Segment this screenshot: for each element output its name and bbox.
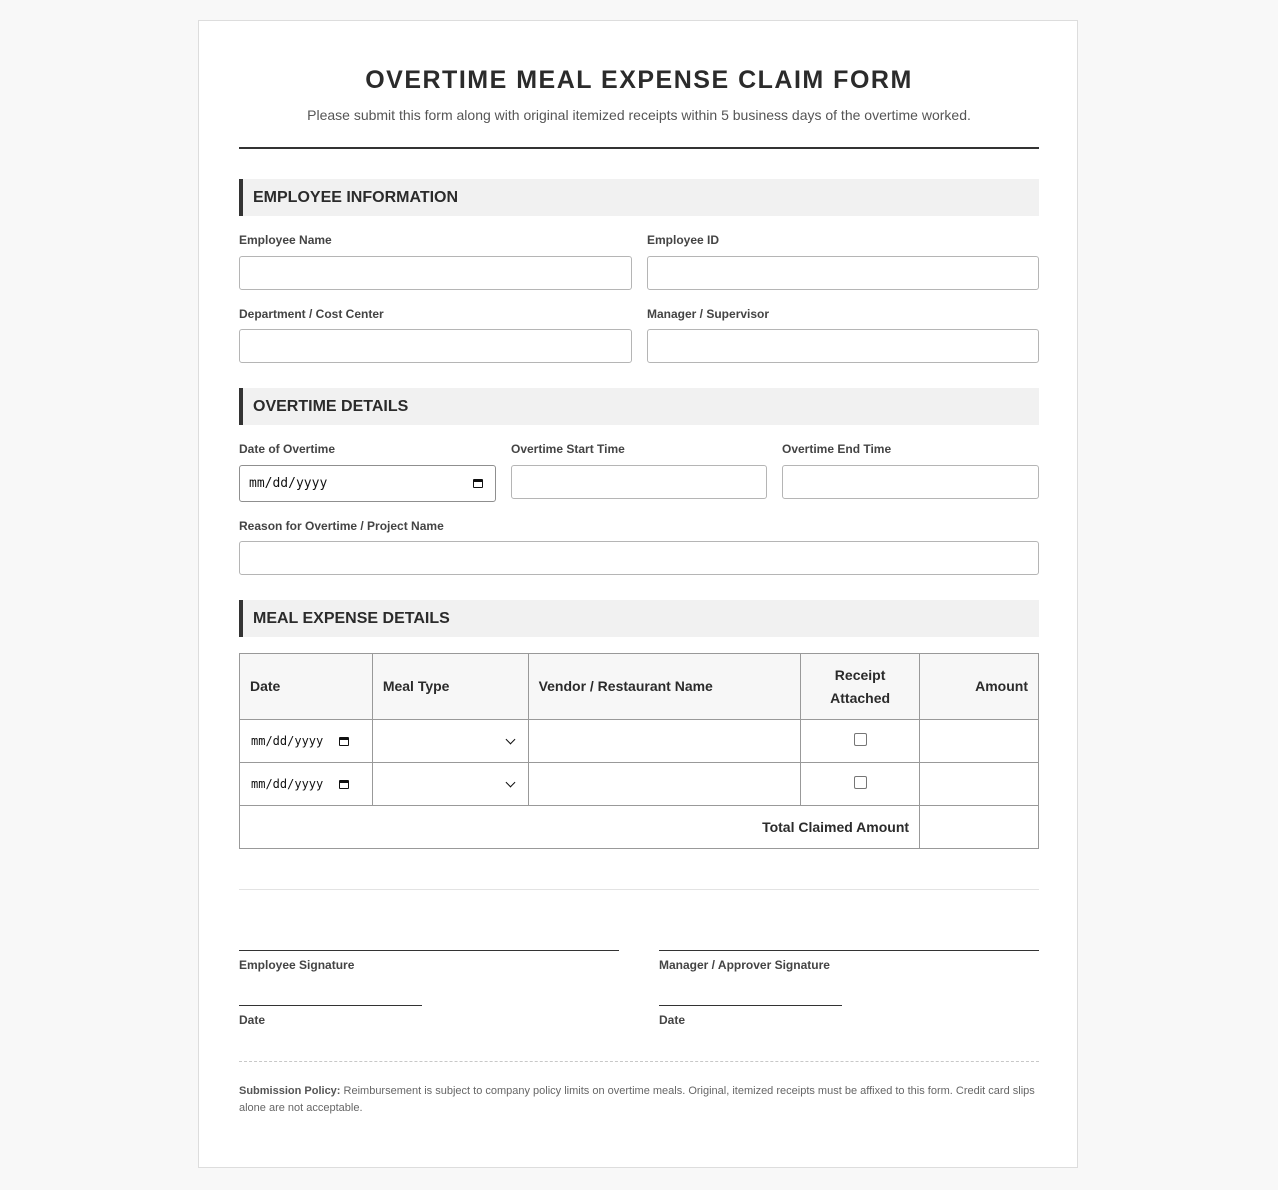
- row-2-receipt-cell: [801, 763, 920, 806]
- overtime-date-label: Date of Overtime: [239, 442, 336, 456]
- form-page: [198, 20, 1078, 1168]
- policy-divider: [239, 1061, 1039, 1062]
- row-1-amount-input[interactable]: [920, 720, 1039, 763]
- row-1-date-placeholder: mm/dd/yyyy: [251, 734, 324, 748]
- manager-date-line[interactable]: [659, 1005, 842, 1006]
- total-claimed-label: Total Claimed Amount: [240, 806, 920, 849]
- employee-name-input[interactable]: [239, 256, 632, 290]
- chevron-down-icon: [505, 735, 515, 745]
- employee-signature-line[interactable]: [239, 950, 619, 951]
- column-header-date: Date: [240, 654, 373, 720]
- form-title: OVERTIME MEAL EXPENSE CLAIM FORM: [365, 66, 913, 94]
- column-header-vendor: Vendor / Restaurant Name: [528, 654, 801, 720]
- overtime-reason-input[interactable]: [239, 541, 1039, 575]
- employee-name-label: Employee Name: [239, 233, 332, 247]
- department-label: Department / Cost Center: [239, 307, 384, 321]
- column-header-receipt: [801, 654, 920, 720]
- row-2-vendor-input[interactable]: [528, 763, 801, 806]
- meal-expense-table: [239, 653, 1039, 849]
- employee-signature-label: Employee Signature: [239, 958, 355, 972]
- section-meal-expense-details: MEAL EXPENSE DETAILS: [239, 600, 1039, 637]
- employee-date-line[interactable]: [239, 1005, 422, 1006]
- row-1-receipt-checkbox[interactable]: [854, 733, 867, 746]
- row-1-vendor-input[interactable]: [528, 720, 801, 763]
- overtime-end-label: Overtime End Time: [782, 442, 892, 456]
- overtime-start-label: Overtime Start Time: [511, 442, 625, 456]
- signature-divider: [239, 889, 1039, 890]
- policy-title: Submission Policy:: [239, 1085, 341, 1097]
- table-row: [240, 720, 1039, 763]
- overtime-start-input[interactable]: [511, 465, 767, 499]
- row-1-meal-type-select[interactable]: [372, 720, 528, 763]
- row-1-receipt-cell: [801, 720, 920, 763]
- column-header-meal-type: Meal Type: [372, 654, 528, 720]
- calendar-icon[interactable]: [339, 737, 349, 746]
- employee-date-label: Date: [239, 1013, 266, 1027]
- employee-id-label: Employee ID: [647, 233, 720, 247]
- overtime-end-input[interactable]: [782, 465, 1039, 499]
- department-input[interactable]: [239, 329, 632, 363]
- manager-date-label: Date: [659, 1013, 686, 1027]
- row-1-date-input[interactable]: [240, 720, 373, 763]
- row-2-meal-type-select[interactable]: [372, 763, 528, 806]
- row-2-amount-input[interactable]: [920, 763, 1039, 806]
- manager-label: Manager / Supervisor: [647, 307, 770, 321]
- total-claimed-amount[interactable]: [920, 806, 1039, 849]
- overtime-date-input[interactable]: [239, 465, 496, 502]
- employee-id-input[interactable]: [647, 256, 1039, 290]
- chevron-down-icon: [505, 778, 515, 788]
- submission-policy: [239, 1083, 1039, 1117]
- row-2-date-placeholder: mm/dd/yyyy: [251, 777, 324, 791]
- column-header-receipt-text: Receipt Attached: [830, 666, 891, 706]
- overtime-reason-label: Reason for Overtime / Project Name: [239, 519, 444, 533]
- form-subtitle: Please submit this form along with original itemized receipts within 5 business days of the overtime worked.: [307, 107, 971, 123]
- row-2-date-input[interactable]: [240, 763, 373, 806]
- total-row: [240, 806, 1039, 849]
- header-divider: [239, 147, 1039, 149]
- manager-signature-line[interactable]: [659, 950, 1039, 951]
- manager-input[interactable]: [647, 329, 1039, 363]
- overtime-date-placeholder: mm/dd/yyyy: [249, 476, 328, 491]
- section-employee-information: EMPLOYEE INFORMATION: [239, 179, 1039, 216]
- table-header-row: [240, 654, 1039, 720]
- calendar-icon[interactable]: [339, 780, 349, 789]
- table-row: [240, 763, 1039, 806]
- section-overtime-details: OVERTIME DETAILS: [239, 388, 1039, 425]
- manager-signature-label: Manager / Approver Signature: [659, 958, 830, 972]
- calendar-icon[interactable]: [473, 479, 483, 488]
- column-header-amount: Amount: [920, 654, 1039, 720]
- row-2-receipt-checkbox[interactable]: [854, 776, 867, 789]
- policy-text: Reimbursement is subject to company policy limits on overtime meals. Original, itemized receipts must be affixed to this form. Credit card slips alone are not acceptable.: [239, 1085, 1035, 1114]
